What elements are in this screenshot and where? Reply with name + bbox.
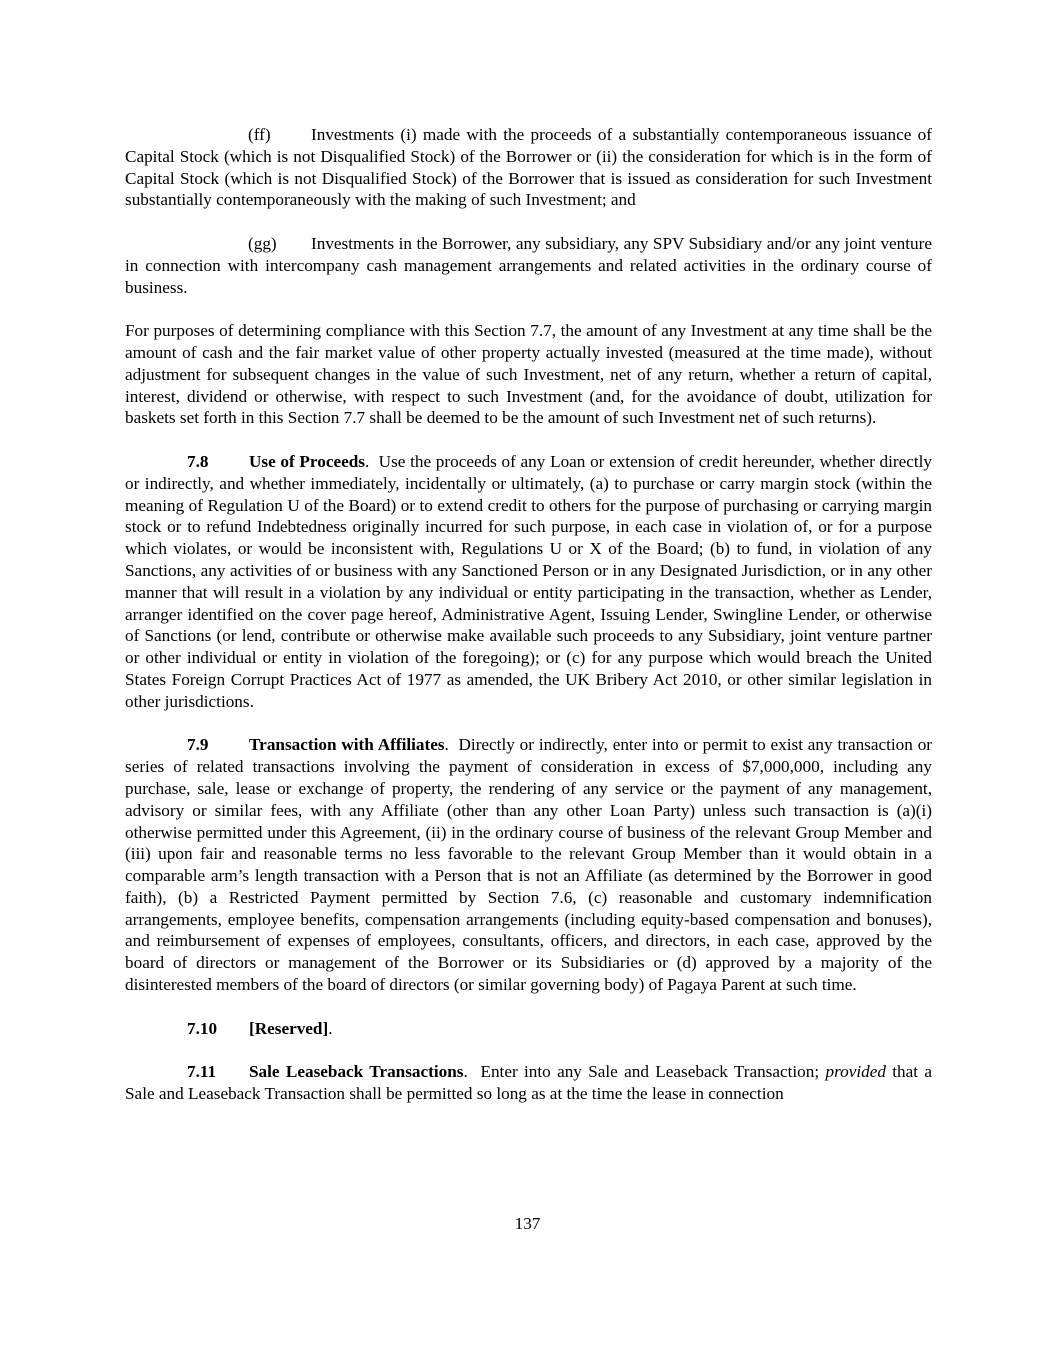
clause-ff-text: Investments (i) made with the proceeds of a substantially contemporaneous issuance of Capital Stock (which is not Disqualified Stock) of the Borrower or (ii) the consideration for which is in the form of Capital Stock (which is not Disqualified Stock) of the Borrower that is issued as consideration for such Investment substantially contemporaneously with the making of such Investment; and <box>125 125 932 210</box>
section-7-9-title: Transaction with Affiliates <box>249 735 445 755</box>
section-7-10-number: 7.10 <box>187 1018 218 1038</box>
section-7-11-title: Sale Leaseback Transactions <box>249 1062 464 1082</box>
clause-ff <box>125 124 932 211</box>
section-7-9: 7.9 Transaction with Affiliates. Directly or indirectly, enter into or permit to exist any transaction or series of related transactions involving the payment of consideration in excess of $7,000,000, including any purchase, sale, lease or exchange of property, the rendering of any service or the payment of any management, advisory or similar fees, with any Affiliate (other than any other Loan Party) unless such transaction is (a)(i) otherwise permitted under this Agreement, (ii) in the ordinary course of business of the relevant Group Member and (iii) upon fair and reasonable terms no less favorable to the relevant Group Member than it would obtain in a comparable arm’s length transaction with a Person that is not an Affiliate (as determined by the Borrower in good faith), (b) a Restricted Payment permitted by Section 7.6, (c) reasonable and customary indemnification arrangements, employee benefits, compensation arrangements (including equity-based compensation and bonuses), and reimbursement of expenses of employees, consultants, officers, and directors, in each case, approved by the board of directors or management of the Borrower or its Subsidiaries or (d) approved by a majority of the disinterested members of the board of directors (or similar governing body) of Pagaya Parent at such time. <box>125 735 933 995</box>
clause-gg-label: (gg) <box>248 233 277 253</box>
section-7-11-provided: provided <box>825 1062 886 1082</box>
section-7-10: 7.10 [Reserved]. <box>187 1018 333 1038</box>
section-7-8-body: Use the proceeds of any Loan or extension of credit hereunder, whether directly or indirectly, and whether immediately, incidentally or ultimately, (a) to purchase or carry margin stock (within the meaning of Regulation U of the Board) or to extend credit to others for the purpose of purchasing or carrying margin stock or to refund Indebtedness originally incurred for such purpose, in each case in violation of, or for a purpose which violates, or would be inconsistent with, Regulations U or X of the Board; (b) to fund, in violation of any Sanctions, any activities of or business with any Sanctioned Person or in any Designated Jurisdiction, or in any other manner that will result in a violation by any individual or entity participating in the transaction, whether as Lender, arranger identified on the cover page hereof, Administrative Agent, Issuing Lender, Swingline Lender, or otherwise of Sanctions (or lend, contribute or otherwise make available such proceeds to any Subsidiary, joint venture partner or other individual or entity in violation of the foregoing); or (c) for any purpose which would breach the United States Foreign Corrupt Practices Act of 1977 as amended, the UK Bribery Act 2010, or other similar legislation in other jurisdictions. <box>125 451 933 711</box>
section-7-11-number: 7.11 <box>187 1062 217 1082</box>
section-7-8: 7.8 Use of Proceeds. Use the proceeds of any Loan or extension of credit hereunder, whether directly or indirectly, and whether immediately, incidentally or ultimately, (a) to purchase or carry margin stock (within the meaning of Regulation U of the Board) or to extend credit to others for the purpose of purchasing or carrying margin stock or to refund Indebtedness originally incurred for such purpose, in each case in violation of, or for a purpose which violates, or would be inconsistent with, Regulations U or X of the Board; (b) to fund, in violation of any Sanctions, any activities of or business with any Sanctioned Person or in any Designated Jurisdiction, or in any other manner that will result in a violation by any individual or entity participating in the transaction, whether as Lender, arranger identified on the cover page hereof, Administrative Agent, Issuing Lender, Swingline Lender, or otherwise of Sanctions (or lend, contribute or otherwise make available such proceeds to any Subsidiary, joint venture partner or other individual or entity in violation of the foregoing); or (c) for any purpose which would breach the United States Foreign Corrupt Practices Act of 1977 as amended, the UK Bribery Act 2010, or other similar legislation in other jurisdictions. <box>125 451 933 711</box>
section-7-11: 7.11 Sale Leaseback Transactions. Enter into any Sale and Leaseback Transaction; provided that a Sale and Leaseback Transaction shall be permitted so long as at the time the lease in connection <box>125 1062 933 1104</box>
page-number: 137 <box>514 1214 541 1233</box>
clause-gg-text: Investments in the Borrower, any subsidiary, any SPV Subsidiary and/or any joint venture in connection with intercompany cash management arrangements and related activities in the ordinary course of business. <box>125 233 932 297</box>
section-7-11-body-start: Enter into any Sale and Leaseback Transaction; <box>480 1062 826 1082</box>
section-7-8-number: 7.8 <box>187 451 209 471</box>
clause-gg <box>125 233 932 298</box>
section-7-9-body: Directly or indirectly, enter into or permit to exist any transaction or series of related transactions involving the payment of consideration in excess of $7,000,000, including any purchase, sale, lease or exchange of property, the rendering of any service or the payment of any management, advisory or similar fees, with any Affiliate (other than any other Loan Party) unless such transaction is (a)(i) otherwise permitted under this Agreement, (ii) in the ordinary course of business of the relevant Group Member and (iii) upon fair and reasonable terms no less favorable to the relevant Group Member than it would obtain in a comparable arm’s length transaction with a Person that is not an Affiliate (as determined by the Borrower in good faith), (b) a Restricted Payment permitted by Section 7.6, (c) reasonable and customary indemnification arrangements, employee benefits, compensation arrangements (including equity-based compensation and bonuses), and reimbursement of expenses of employees, consultants, officers, and directors, in each case, approved by the board of directors or management of the Borrower or its Subsidiaries or (d) approved by a majority of the disinterested members of the board of directors (or similar governing body) of Pagaya Parent at such time. <box>125 735 933 995</box>
section-7-10-title: [Reserved] <box>249 1018 329 1038</box>
purposes-paragraph: For purposes of determining compliance with this Section 7.7, the amount of any Investment at any time shall be the amount of cash and the fair market value of other property actually invested (measured at the time made), without adjustment for subsequent changes in the value of such Investment, net of any return, whether a return of capital, interest, dividend or otherwise, with respect to such Investment (and, for the avoidance of doubt, utilization for baskets set forth in this Section 7.7 shall be deemed to be the amount of such Investment net of such returns). <box>125 321 932 428</box>
clause-ff-label: (ff) <box>248 125 271 144</box>
section-7-8-title: Use of Proceeds <box>249 451 365 471</box>
document-page <box>125 124 932 1127</box>
section-7-9-number: 7.9 <box>187 735 209 755</box>
section-7-11-body-end: that a Sale and Leaseback Transaction shall be permitted so long as at the time the lease in connection <box>125 1062 933 1104</box>
